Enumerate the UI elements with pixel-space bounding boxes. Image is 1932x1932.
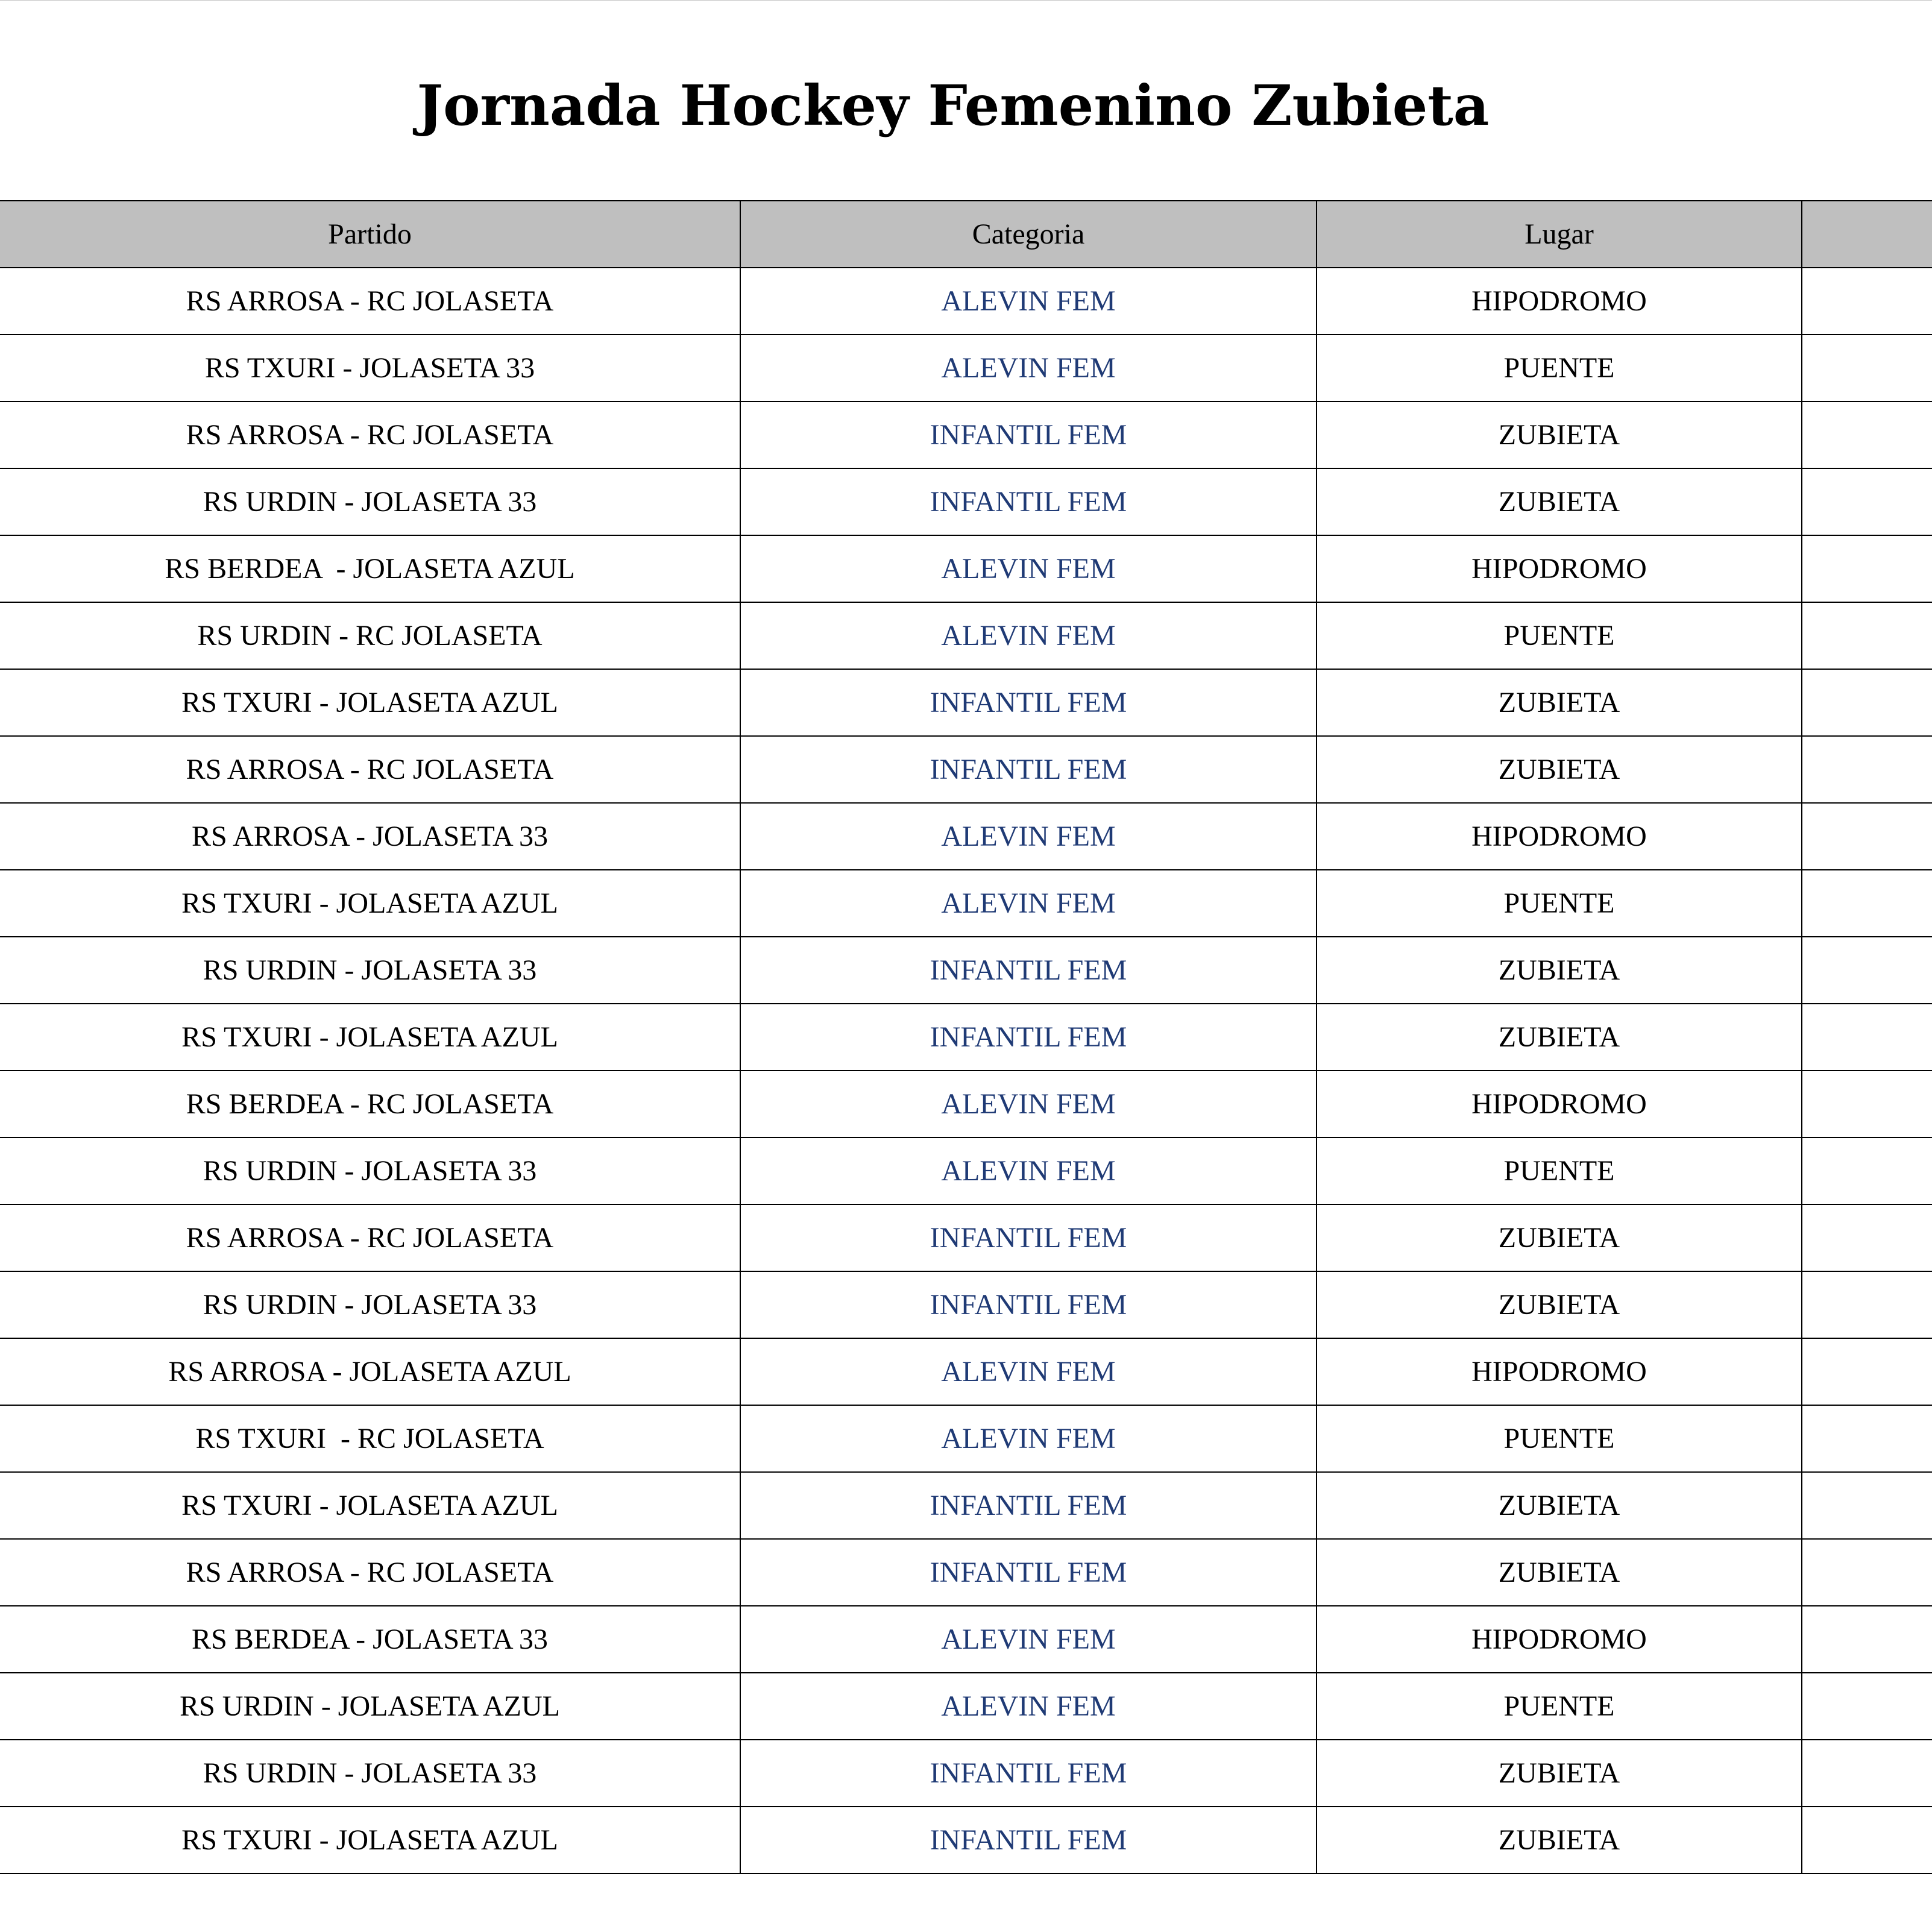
partido-cell: RS BERDEA - JOLASETA AZUL [0, 535, 740, 602]
lugar-cell: ZUBIETA [1317, 1271, 1802, 1338]
extra-cell [1802, 937, 1932, 1004]
extra-cell [1802, 401, 1932, 468]
categoria-cell: INFANTIL FEM [740, 1004, 1317, 1071]
categoria-cell: ALEVIN FEM [740, 1606, 1317, 1673]
categoria-cell: INFANTIL FEM [740, 468, 1317, 535]
partido-cell: RS URDIN - JOLASETA 33 [0, 1137, 740, 1204]
extra-cell [1802, 1338, 1932, 1405]
table-row [0, 1405, 1932, 1472]
extra-cell [1802, 1204, 1932, 1271]
extra-cell [1802, 1472, 1932, 1539]
table-row [0, 1004, 1932, 1071]
extra-cell [1802, 669, 1932, 736]
partido-cell: RS ARROSA - RC JOLASETA [0, 1539, 740, 1606]
header-categoria: Categoria [740, 201, 1317, 268]
table-row [0, 1338, 1932, 1405]
lugar-cell: PUENTE [1317, 335, 1802, 401]
table-row [0, 401, 1932, 468]
extra-cell [1802, 1004, 1932, 1071]
lugar-cell: ZUBIETA [1317, 1472, 1802, 1539]
categoria-cell: INFANTIL FEM [740, 937, 1317, 1004]
categoria-cell: ALEVIN FEM [740, 870, 1317, 937]
table-row [0, 468, 1932, 535]
categoria-cell: ALEVIN FEM [740, 602, 1317, 669]
extra-cell [1802, 268, 1932, 335]
lugar-cell: HIPODROMO [1317, 1071, 1802, 1137]
categoria-cell: ALEVIN FEM [740, 1405, 1317, 1472]
table-row [0, 803, 1932, 870]
header-lugar: Lugar [1317, 201, 1802, 268]
lugar-cell: PUENTE [1317, 1673, 1802, 1740]
categoria-cell: ALEVIN FEM [740, 1338, 1317, 1405]
extra-cell [1802, 1673, 1932, 1740]
categoria-cell: INFANTIL FEM [740, 736, 1317, 803]
table-row [0, 1606, 1932, 1673]
partido-cell: RS TXURI - JOLASETA AZUL [0, 1807, 740, 1874]
table-row [0, 1071, 1932, 1137]
table-row [0, 602, 1932, 669]
lugar-cell: ZUBIETA [1317, 1807, 1802, 1874]
categoria-cell: ALEVIN FEM [740, 1137, 1317, 1204]
lugar-cell: HIPODROMO [1317, 1606, 1802, 1673]
categoria-cell: INFANTIL FEM [740, 401, 1317, 468]
extra-cell [1802, 1740, 1932, 1807]
lugar-cell: ZUBIETA [1317, 401, 1802, 468]
partido-cell: RS TXURI - JOLASETA AZUL [0, 1004, 740, 1071]
partido-cell: RS TXURI - RC JOLASETA [0, 1405, 740, 1472]
header-partido: Partido [0, 201, 740, 268]
partido-cell: RS URDIN - JOLASETA 33 [0, 1271, 740, 1338]
partido-cell: RS URDIN - JOLASETA 33 [0, 1740, 740, 1807]
partido-cell: RS BERDEA - JOLASETA 33 [0, 1606, 740, 1673]
lugar-cell: HIPODROMO [1317, 1338, 1802, 1405]
top-rule [0, 0, 1932, 1]
lugar-cell: ZUBIETA [1317, 736, 1802, 803]
table-row [0, 1673, 1932, 1740]
lugar-cell: ZUBIETA [1317, 1740, 1802, 1807]
lugar-cell: PUENTE [1317, 1137, 1802, 1204]
partido-cell: RS URDIN - RC JOLASETA [0, 602, 740, 669]
partido-cell: RS ARROSA - JOLASETA AZUL [0, 1338, 740, 1405]
categoria-cell: INFANTIL FEM [740, 1740, 1317, 1807]
categoria-cell: ALEVIN FEM [740, 535, 1317, 602]
partido-cell: RS ARROSA - RC JOLASETA [0, 401, 740, 468]
extra-cell [1802, 535, 1932, 602]
categoria-cell: INFANTIL FEM [740, 1271, 1317, 1338]
table-header-row [0, 201, 1932, 268]
categoria-cell: INFANTIL FEM [740, 669, 1317, 736]
categoria-cell: ALEVIN FEM [740, 1071, 1317, 1137]
extra-cell [1802, 335, 1932, 401]
partido-cell: RS URDIN - JOLASETA AZUL [0, 1673, 740, 1740]
schedule-table [0, 200, 1932, 1874]
lugar-cell: ZUBIETA [1317, 1539, 1802, 1606]
categoria-cell: ALEVIN FEM [740, 335, 1317, 401]
lugar-cell: HIPODROMO [1317, 803, 1802, 870]
lugar-cell: ZUBIETA [1317, 937, 1802, 1004]
lugar-cell: ZUBIETA [1317, 1204, 1802, 1271]
partido-cell: RS TXURI - JOLASETA 33 [0, 335, 740, 401]
lugar-cell: ZUBIETA [1317, 669, 1802, 736]
partido-cell: RS TXURI - JOLASETA AZUL [0, 1472, 740, 1539]
partido-cell: RS ARROSA - RC JOLASETA [0, 268, 740, 335]
categoria-cell: ALEVIN FEM [740, 803, 1317, 870]
categoria-cell: INFANTIL FEM [740, 1204, 1317, 1271]
extra-cell [1802, 1271, 1932, 1338]
categoria-cell: ALEVIN FEM [740, 1673, 1317, 1740]
partido-cell: RS URDIN - JOLASETA 33 [0, 468, 740, 535]
extra-cell [1802, 1137, 1932, 1204]
table-row [0, 1137, 1932, 1204]
extra-cell [1802, 468, 1932, 535]
table-row [0, 535, 1932, 602]
table-row [0, 1539, 1932, 1606]
table-row [0, 937, 1932, 1004]
extra-cell [1802, 1539, 1932, 1606]
table-row [0, 870, 1932, 937]
table-row [0, 268, 1932, 335]
lugar-cell: PUENTE [1317, 1405, 1802, 1472]
extra-cell [1802, 602, 1932, 669]
extra-cell [1802, 870, 1932, 937]
page-title: Jornada Hockey Femenino Zubieta [417, 73, 1490, 138]
table-body [0, 268, 1932, 1874]
extra-cell [1802, 1606, 1932, 1673]
categoria-cell: INFANTIL FEM [740, 1539, 1317, 1606]
lugar-cell: PUENTE [1317, 602, 1802, 669]
table-row [0, 335, 1932, 401]
extra-cell [1802, 1807, 1932, 1874]
table-row [0, 1271, 1932, 1338]
partido-cell: RS BERDEA - RC JOLASETA [0, 1071, 740, 1137]
table-row [0, 1740, 1932, 1807]
table-row [0, 1204, 1932, 1271]
extra-cell [1802, 1071, 1932, 1137]
table-row [0, 736, 1932, 803]
categoria-cell: INFANTIL FEM [740, 1807, 1317, 1874]
lugar-cell: ZUBIETA [1317, 468, 1802, 535]
header-extra [1802, 201, 1932, 268]
extra-cell [1802, 803, 1932, 870]
partido-cell: RS URDIN - JOLASETA 33 [0, 937, 740, 1004]
partido-cell: RS ARROSA - RC JOLASETA [0, 736, 740, 803]
extra-cell [1802, 1405, 1932, 1472]
lugar-cell: HIPODROMO [1317, 535, 1802, 602]
lugar-cell: HIPODROMO [1317, 268, 1802, 335]
table-row [0, 1807, 1932, 1874]
lugar-cell: PUENTE [1317, 870, 1802, 937]
partido-cell: RS ARROSA - RC JOLASETA [0, 1204, 740, 1271]
table-row [0, 1472, 1932, 1539]
lugar-cell: ZUBIETA [1317, 1004, 1802, 1071]
categoria-cell: ALEVIN FEM [740, 268, 1317, 335]
partido-cell: RS TXURI - JOLASETA AZUL [0, 669, 740, 736]
partido-cell: RS TXURI - JOLASETA AZUL [0, 870, 740, 937]
partido-cell: RS ARROSA - JOLASETA 33 [0, 803, 740, 870]
table-row [0, 669, 1932, 736]
categoria-cell: INFANTIL FEM [740, 1472, 1317, 1539]
extra-cell [1802, 736, 1932, 803]
